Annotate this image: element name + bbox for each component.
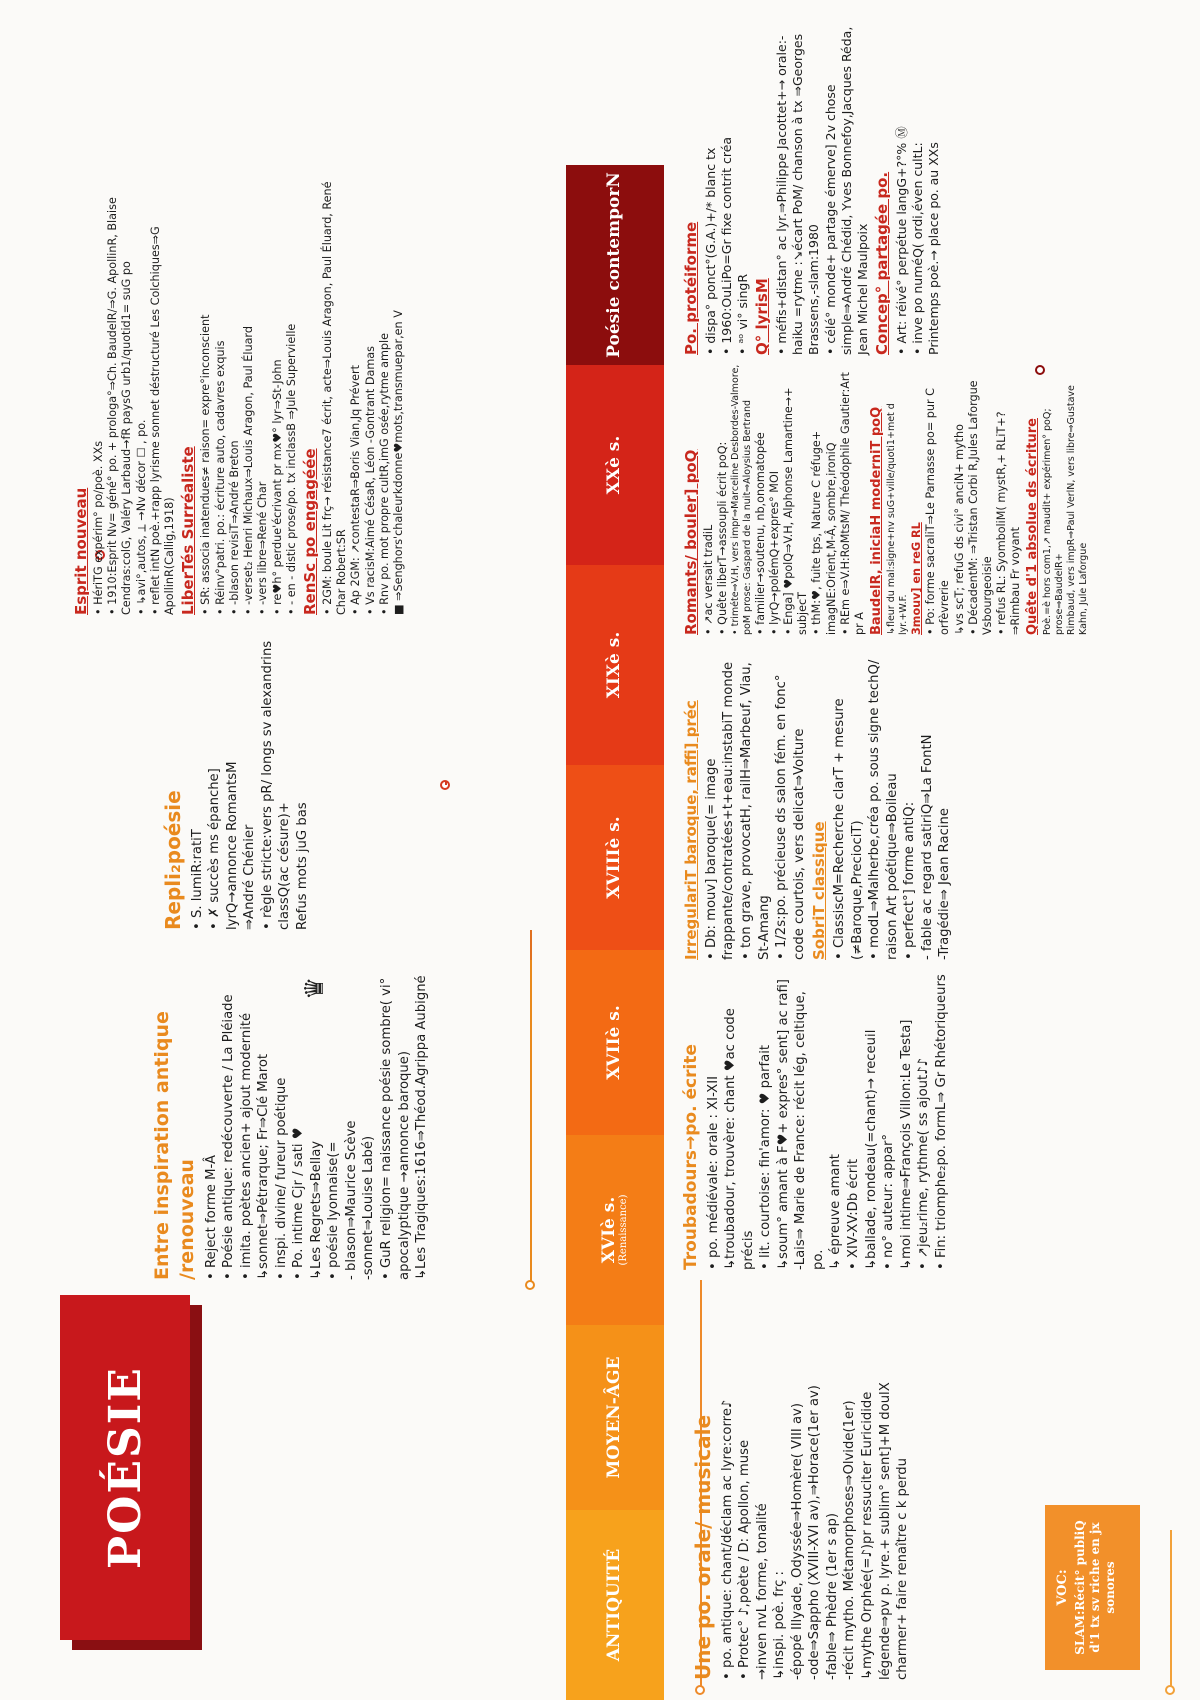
text-line: ↳Les Regrets⇒Bellay [308,1140,324,1280]
text-line: • poésie lyonnaise(= [326,1141,342,1280]
text-line: • lit. courtoise: fin'amor: ♥ parfait [758,1044,774,1270]
text-line: • Art: réivé° perpétue langG+?°% Ⓜ [893,126,909,355]
title-banner [60,1295,190,1640]
era-xixe [566,565,664,765]
text-line: ↳ épreuve amant [828,1154,844,1270]
section-heading: IrregulariT baroque, raffi] préc [682,700,700,960]
section-heading: Troubadours→po. écrite [681,1044,701,1270]
section-moyen-age [680,970,950,1270]
text-line: • po. médiévale: orale : XI-XII [705,1076,721,1270]
text-line: • Ap 2GM: ↗contestaR⇒Boris Vian,Jq Prévert [349,364,363,615]
branch-xixe [445,782,447,785]
section-subheading: BaudelR, iniciaH moderniT poQ [868,406,884,635]
branch-antiquite [1170,1530,1172,1690]
text-line: • ↳avi°,autos, ⟂ →Nv décor ☐ , po. [134,419,148,615]
text-line: • perfect°] forme antiQ: [902,801,918,960]
text-line: • re♥h° perdue'écrivant pr mx♥° lyr⇒St-John [270,359,284,615]
text-line: • ᵃᵒ vi° singR [735,273,750,355]
section-subheading: Quête d'1 absolue ds écriture [1025,418,1041,635]
text-line: Refus mots juG bas [294,802,310,930]
voc-box [1045,1505,1140,1670]
text-line: 3mouv] en reG RL [910,522,924,635]
section-xixe [680,360,1090,635]
text-line: -sonnet⇒Louise Labé) [361,1135,377,1280]
text-line: ↳inspi. poè. frç : [772,1571,788,1680]
era-antiquite [566,1510,664,1700]
text-line: • Db: mouv] baroque(= image frappante/contratées+t+eau:instabiT monde [703,661,737,960]
section-heading: Po. protéiforme [682,221,700,355]
text-line: ↳mythe Orphée(=♪)pr ressuciter Euricidide [859,1391,875,1680]
text-line: • refus RL: SyomboliM( mystR,+ RLiT+?⇒Rimbau Fr voyant [994,411,1022,635]
era-xviie [566,950,664,1135]
era-xviiie [566,765,664,950]
section-heading: Romants/ bouler] poQ [682,449,700,635]
text-line: -Tragédie⇒ Jean Racine [937,807,953,960]
text-line: • Fin: triomphe₂po. formL⇒ Gr Rhétoriqueurs [933,974,949,1270]
text-line: -récit mytho. Métamorphoses⇒Olvide(1er) [842,1400,858,1680]
branch-xviiie [530,930,532,960]
timeline [566,0,664,1700]
text-line: • ✗ succès ms épanche] [207,768,223,930]
text-line: -Lais⇒ Marie de France: récit lég, celtique, po. [793,991,826,1270]
era-label: XXè s. [604,435,625,495]
text-line: • -vers libre⇒René Char [256,481,270,615]
text-line: • po. antique: chant/déclam ac lyre:corre♪ [719,1399,735,1680]
text-line: • -blason revisiT⇒André Breton [227,440,241,615]
section-subheading: Q° lyrisM [753,278,772,355]
text-line: légende⇒pv p. lyre.+ sublim° sent]+M doulX [877,1382,893,1680]
text-line: • ↗ac versait tradiL [701,524,715,635]
era-xvie [566,1135,664,1325]
section-xviie [680,640,954,960]
text-line: • -verset₂ Henri Michaux⇒Louis Aragon, Paul Éluard [242,326,256,615]
era-label: XVIIIè s. [604,816,625,899]
section-contemporaine [680,10,943,355]
text-line: • Poésie antique: redécouverte / La Pléiade [221,994,237,1280]
text-line: ↳sonnet⇒Pétrarque; Fr⇒Clé Marot [256,1053,272,1280]
text-line: • méfis+distan° ac lyr.⇒Philippe Jacottet+→ orale:-haiku =rytme :↘écart PoM/ chanson à tx ⇒Georges Brassens,-slam:1980 [773,33,822,355]
text-line: • ↗jeu₂rime, rythme( ss ajout♪♪ [916,1057,932,1270]
text-line: Poè.=è hors com1,↗ maudit+ expérimen° poQ; prose⇒BaudelR+ [1042,408,1066,635]
text-line: - fable ac regard satiriQ⇒La FontN [919,734,935,960]
text-line: • lyrQ→polémQ+expres° MOI [768,470,782,635]
text-line: • REm e⇒V.H:RoMtsM/ Théodophile Gautier:Art pr A [838,372,866,635]
text-line: Printemps poè.→ place po. au XXs [926,142,942,355]
text-line: ↳fleur du mal:signe+nv suG+ville/quoti1+met d lyr.+W.F. [886,403,910,635]
branch-dot [695,1685,705,1695]
branch-dot [1165,1685,1175,1695]
text-line: • imita. poètes ancien+ ajout modernité [238,1012,254,1280]
section-heading: Esprit nouveau [72,487,90,615]
text-line: • Po: forme sacraliT⇒Le Parnasse po= pur C orfèvrerie [924,388,952,635]
text-line: ⇒André Chénier [242,824,258,930]
text-line: lyrQ→annonce RomantsM [224,761,240,930]
voc-label: VOC: [1055,1569,1070,1606]
text-line: ↳troubadour, trouvère: chant ♥ac code précis [723,1008,756,1270]
text-line: →inven nvL forme, tonalité [754,1503,770,1680]
text-line: • HériTG expérim° po/poè. XXs [92,440,106,615]
text-line: ↳vs scT; refuG ds civi° anciN+ mytho [952,424,966,635]
section-subheading: SobriT classique [810,821,829,960]
text-line: charmer+ faire renaître c k perdu [895,1458,911,1680]
text-line: • inve po numéQ( ordi,éven cultL: [910,142,925,355]
text-line: • 1910:Esprit Nv= géné° po. + prologa°⇒Ch. BaudelR/⇒G. ApollinR, Blaise Cendras:colG, Valéry Larbaud→fR paysG urb1/quotid1= suG po [106,197,134,615]
crown-icon: ♛ [300,976,330,1000]
text-line: • règle stricte:vers pR/ longs sv alexandrins classQ(ac césure)+ [259,640,293,930]
era-label: MOYEN-ÂGE [604,1356,625,1479]
text-line: ■ ⇒Senghors'chaleurkdonne♥mots,transmuepar,en V [392,310,406,615]
text-line: • ClassiscM=Recherche clarT + mesure (≠Baroque,PreciociT) [832,698,865,960]
page-title: POÉSIE [99,1366,151,1569]
text-line: • no° auteur: appar° [881,1133,897,1270]
branch-dot [525,1280,535,1290]
voc-text: SLAM:Récit° publiQ d'1 tx sv riche en jx sonores [1073,1520,1118,1655]
section-xviiie [160,630,311,930]
era-label: XVIè s. [598,1196,619,1264]
section-subheading: LiberTés Surréaliste [179,446,198,615]
text-line: • 2GM: boule Lit frç→ résistance7 écrit, acte⇒Louis Aragon, Paul Éluard, René Char Robert:SR [320,181,349,615]
section-antiquite [690,1290,912,1680]
section-heading: Une po. orale/ musicale [691,1414,715,1680]
text-line: - blason⇒Maurice Scève [343,1120,359,1280]
section-heading: Entre inspiration antique /renouveau [151,1011,199,1280]
text-line: • - en - distic prose/po. tx inclassB ⇒Jule Supervielle [284,323,298,615]
text-line: • célé° monde+ partage émerve] 2v chose simple⇒André Chédid, Yves Bonnefoy,Jacques Réda, Jean Michel Maulpoix [822,26,870,355]
section-xxe [70,165,406,615]
branch-renaissance [530,955,532,1285]
era-moyen-age [566,1325,664,1510]
text-line: Rimbaud, vers impR⇒Paul VerlN, vers libre⇒Gustave Kahn, Jule Laforgue [1066,385,1090,635]
text-line: • inspi. divine/ fureur poétique [273,1077,289,1280]
text-line: -fable⇒ Phèdre (1er s ap) [824,1512,840,1680]
text-line: • triméte⇒V.H, vers impr⇒Marceline Desbordes-Valmore, poM prose: Gaspard de la nuit⇒Aloysius Bertrand [730,364,754,635]
era-label: Poésie contemporN [604,172,625,358]
text-line: • SR: associa inatendues≠ raison= expre°inconscient [199,314,213,615]
text-line: • S. lumiR:ratiT [189,829,205,930]
text-line: • Po. intime Cjr / sati ♥ [291,1127,307,1280]
text-line: ↳soum° amant à F♥+ expres° sent] ac rafi] [775,979,791,1270]
era-contemporaine [566,165,664,365]
text-line: • modL⇒Malherbe,créa po. sous signe techQ/ raison Art poétique⇒Boileau [867,659,900,960]
text-line: • dispa° ponct°(G.A.)+/* blanc tx [702,147,718,355]
section-subheading: Concep° partagée po. [873,171,892,355]
text-line: • Protec° ♪,poète / D: Apollon, muse [737,1439,753,1680]
text-line: • 1/2s:po. précieuse ds salon fém. en fonc° code courtois, vers delicat⇒Voiture [774,674,807,960]
text-line: • reflet intN poè.+rapp lyrisme sonnet déstructuré Les Colchiques⇒G ApollinR(Callig,1918) [148,226,177,615]
text-line: • 1960:OuLiPo=Gr fixe contrit créa [718,136,734,355]
section-heading: Repli₂poésie [161,790,185,930]
text-line: • Réinv°patri. po.: écriture auto, cadavres exquis [213,340,227,615]
text-line: • Vs racisM:Aimé CésaR, Léon -Gontrant Damas [363,346,377,615]
text-line: • familier→soutenu, nb,onomatopée [754,432,768,635]
text-line: • thM:♥, fuite tps, Nature C réfuge+ imagNE:Orient,M-Â, sombre,ironiQ [810,430,838,635]
text-line: • ton grave, provocatH, railH⇒Marbeuf, Viau, St-Amang [739,662,772,960]
era-label: XVIIè s. [604,1005,625,1080]
text-line: • XIV-XV:Db écrit [845,1158,861,1270]
text-line: -épopé Illyade, Odyssée⇒Homère( VIII av) [789,1403,805,1680]
era-xxe [566,365,664,565]
text-line: -ode⇒Sappho (XVIII-XVI av),⇒Horace(1er av) [807,1385,823,1680]
text-line: • Rnv po. mot propre cultR,imG osée,rytme ample [377,332,391,615]
text-line: ↳moi intime⇒François Villon:Le Testa] [898,1019,914,1270]
era-label: ANTIQUITÉ [604,1548,625,1662]
section-subheading: RenSc po engagéée [300,448,319,615]
text-line: ↳ballade, rondeau(=chant)→ receuil [863,1029,879,1270]
text-line: • DécadentM: ⇒Tristan Corbi R,Jules Laforgue Vsbourgeoisie [966,380,994,635]
text-line: ↳Les Tragiques:1616⇒Théod.Agrippa Aubigné [414,975,430,1280]
era-label: XIXè s. [604,631,625,699]
text-line: • Quête liberT→assoupli écrit poQ: [716,441,729,635]
era-sublabel: (Renaissance) [617,1194,629,1266]
text-line: • Reject forme M-Â [203,1155,219,1280]
text-line: • Enga] ♥polQ⇒V.H, Alphonse Lamartine→+ subjecT [782,387,810,635]
text-line: • GuR religion= naissance poésie sombre( vi° apocalyptique →annonce baroque) [379,977,412,1280]
section-renaissance [150,950,431,1280]
